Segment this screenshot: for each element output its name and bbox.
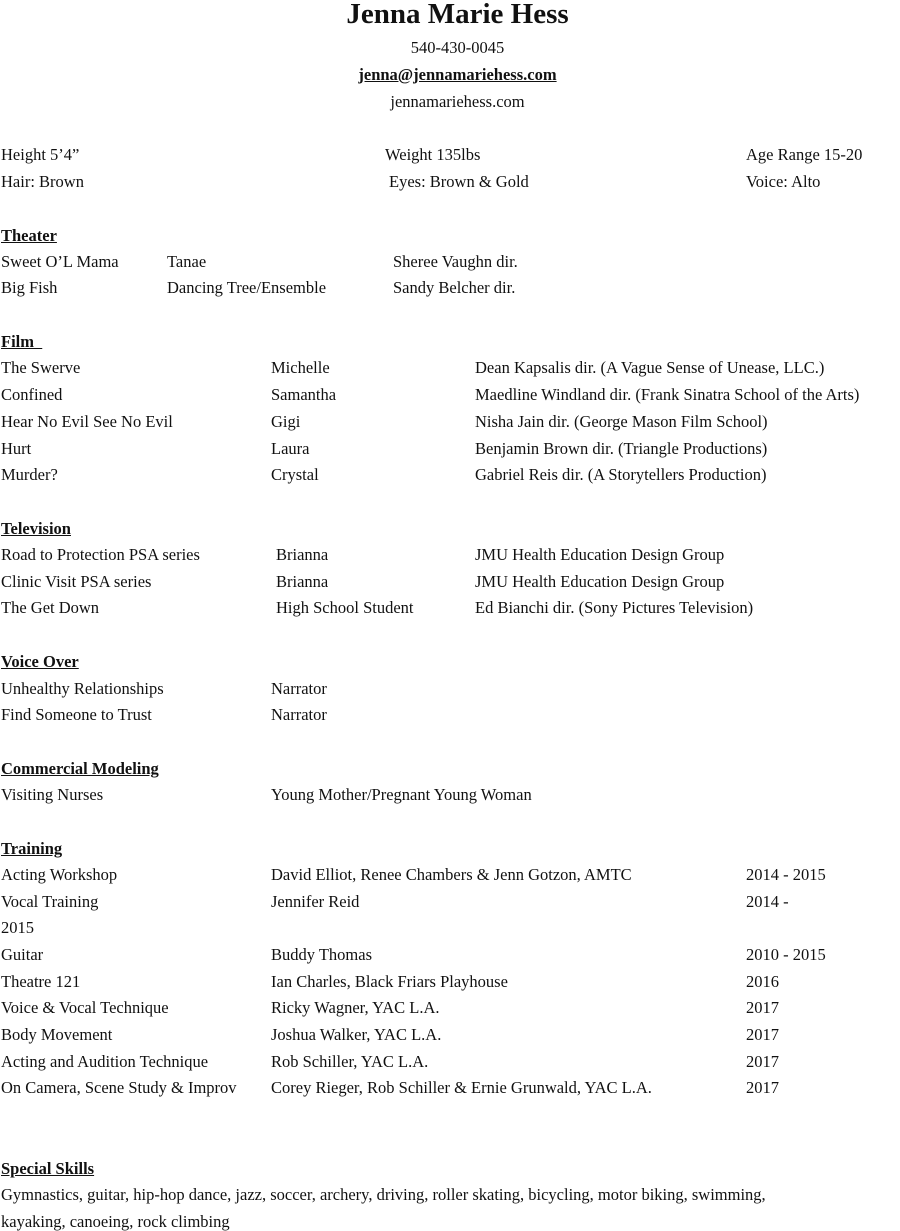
theater-title: Big Fish xyxy=(1,278,58,297)
voice-over-title: Unhealthy Relationships xyxy=(1,679,164,698)
film-director: Maedline Windland dir. (Frank Sinatra School of the Arts) xyxy=(475,385,860,404)
tv-director: JMU Health Education Design Group xyxy=(475,545,725,564)
training-teacher: David Elliot, Renee Chambers & Jenn Gotzon, AMTC xyxy=(271,865,632,884)
section-heading-special-skills: Special Skills xyxy=(1,1159,95,1178)
film-title: Hear No Evil See No Evil xyxy=(1,412,173,431)
tv-title: Clinic Visit PSA series xyxy=(1,572,152,591)
training-years: 2017 xyxy=(746,998,779,1017)
resume-name: Jenna Marie Hess xyxy=(346,0,569,30)
film-role: Samantha xyxy=(271,385,337,404)
theater-director: Sandy Belcher dir. xyxy=(393,278,516,297)
section-heading-television: Television xyxy=(1,519,71,538)
theater-role: Dancing Tree/Ensemble xyxy=(167,278,327,297)
training-course: Acting and Audition Technique xyxy=(1,1052,209,1071)
phone-number: 540-430-0045 xyxy=(410,38,505,57)
theater-director: Sheree Vaughn dir. xyxy=(393,252,518,271)
theater-role: Tanae xyxy=(167,252,207,271)
email-line xyxy=(0,67,900,84)
film-title: Hurt xyxy=(1,439,32,458)
film-title: Confined xyxy=(1,385,63,404)
training-course: Acting Workshop xyxy=(1,865,118,884)
stat-age-range: Age Range 15-20 xyxy=(746,145,863,164)
training-years: 2014 - 2015 xyxy=(746,865,826,884)
tv-director: Ed Bianchi dir. (Sony Pictures Television) xyxy=(475,598,754,617)
training-course: Vocal Training xyxy=(1,892,99,911)
tv-role: Brianna xyxy=(276,545,329,564)
film-director: Benjamin Brown dir. (Triangle Productions) xyxy=(475,439,768,458)
tv-director: JMU Health Education Design Group xyxy=(475,572,725,591)
skills-line-2: kayaking, canoeing, rock climbing xyxy=(1,1212,230,1231)
commercial-role: Young Mother/Pregnant Young Woman xyxy=(271,785,532,804)
training-course: Theatre 121 xyxy=(1,972,81,991)
training-years: 2017 xyxy=(746,1078,779,1097)
tv-title: The Get Down xyxy=(1,598,100,617)
training-teacher: Corey Rieger, Rob Schiller & Ernie Grunwald, YAC L.A. xyxy=(271,1078,652,1097)
film-role: Gigi xyxy=(271,412,301,431)
website-text: jennamariehess.com xyxy=(390,92,525,111)
stat-height: Height 5’4” xyxy=(1,145,80,164)
training-years: 2017 xyxy=(746,1025,779,1044)
training-years: 2010 - 2015 xyxy=(746,945,826,964)
stat-hair: Hair: Brown xyxy=(1,172,84,191)
training-teacher: Joshua Walker, YAC L.A. xyxy=(271,1025,442,1044)
training-years: 2016 xyxy=(746,972,779,991)
voice-over-role: Narrator xyxy=(271,679,327,698)
section-heading-training: Training xyxy=(1,839,63,858)
training-teacher: Buddy Thomas xyxy=(271,945,372,964)
training-course: Guitar xyxy=(1,945,44,964)
stat-voice: Voice: Alto xyxy=(746,172,821,191)
section-heading-commercial-modeling: Commercial Modeling xyxy=(1,759,159,778)
film-director: Dean Kapsalis dir. (A Vague Sense of Unease, LLC.) xyxy=(475,358,825,377)
training-teacher: Rob Schiller, YAC L.A. xyxy=(271,1052,429,1071)
theater-title: Sweet O’L Mama xyxy=(1,252,119,271)
training-course: 2015 xyxy=(1,918,34,937)
training-course: Body Movement xyxy=(1,1025,113,1044)
film-role: Michelle xyxy=(271,358,330,377)
training-teacher: Ian Charles, Black Friars Playhouse xyxy=(271,972,508,991)
training-teacher: Jennifer Reid xyxy=(271,892,360,911)
voice-over-title: Find Someone to Trust xyxy=(1,705,152,724)
stat-eyes: Eyes: Brown & Gold xyxy=(389,172,529,191)
stat-weight: Weight 135lbs xyxy=(385,145,481,164)
training-course: Voice & Vocal Technique xyxy=(1,998,169,1017)
film-title: The Swerve xyxy=(1,358,81,377)
email-link[interactable]: jenna@jennamariehess.com xyxy=(358,65,557,84)
tv-role: Brianna xyxy=(276,572,329,591)
film-role: Laura xyxy=(271,439,310,458)
section-heading-film: Film xyxy=(1,332,34,351)
tv-role: High School Student xyxy=(276,598,414,617)
voice-over-role: Narrator xyxy=(271,705,327,724)
film-director: Gabriel Reis dir. (A Storytellers Production) xyxy=(475,465,767,484)
film-role: Crystal xyxy=(271,465,319,484)
film-director: Nisha Jain dir. (George Mason Film School) xyxy=(475,412,768,431)
film-title: Murder? xyxy=(1,465,58,484)
skills-line-1: Gymnastics, guitar, hip-hop dance, jazz, soccer, archery, driving, roller skating, bicycling, motor biking, swimming, xyxy=(1,1185,766,1204)
training-course: On Camera, Scene Study & Improv xyxy=(1,1078,237,1097)
training-years: 2014 - xyxy=(746,892,789,911)
section-heading-voice-over: Voice Over xyxy=(1,652,79,671)
training-teacher: Ricky Wagner, YAC L.A. xyxy=(271,998,440,1017)
tv-title: Road to Protection PSA series xyxy=(1,545,200,564)
commercial-title: Visiting Nurses xyxy=(1,785,104,804)
training-years: 2017 xyxy=(746,1052,779,1071)
section-heading-theater: Theater xyxy=(1,226,57,245)
